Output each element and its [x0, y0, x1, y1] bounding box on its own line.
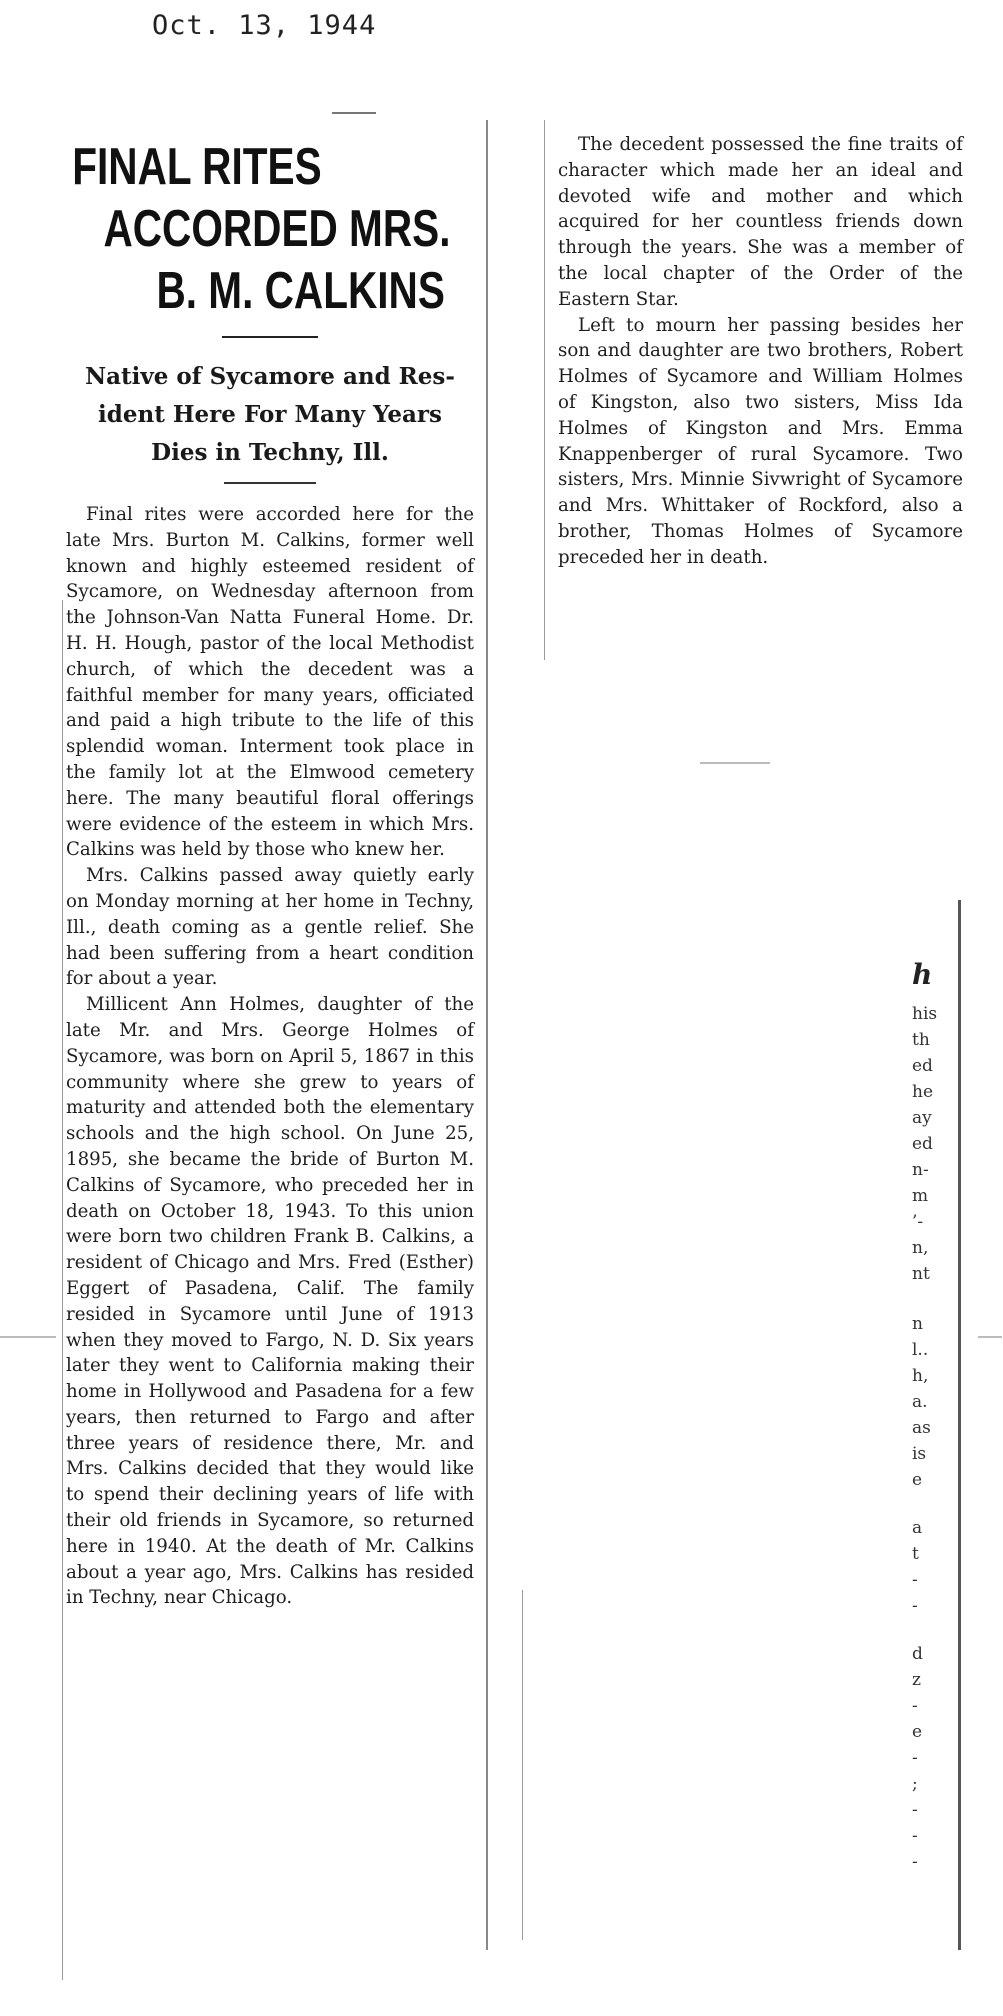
- dashed-line: [0, 1336, 56, 1338]
- clipped-fragment: ed: [912, 1056, 933, 1076]
- clipped-fragment: m: [912, 1186, 929, 1206]
- column-rule-middle: [486, 120, 488, 1950]
- clipped-fragment: he: [912, 1082, 934, 1102]
- clipped-fragment: -: [912, 1826, 918, 1846]
- top-divider: [332, 112, 376, 114]
- clipped-fragment: n-: [912, 1160, 929, 1180]
- subheadline-line-3: Dies in Techny, Ill.: [151, 439, 389, 466]
- subheadline: [66, 358, 474, 472]
- dashed-line: [700, 762, 770, 764]
- clipped-fragment: ’-: [912, 1212, 924, 1232]
- paragraph-death: Mrs. Calkins passed away quietly early on Monday morning at her home in Techny, Ill., death coming as a gentle relief. She had been suffering from a heart condition for about a year.: [66, 865, 474, 990]
- clipped-fragment: -: [912, 1748, 918, 1768]
- headline-rule: [222, 336, 318, 338]
- paragraph-biography: Millicent Ann Holmes, daughter of the late Mr. and Mrs. George Holmes of Sycamore, was born on April 5, 1867 in this community where she grew to years of maturity and attended both the elementary schools and the high school. On June 25, 1895, she became the bride of Burton M. Calkins of Sycamore, who preceded her in death on October 18, 1943. To this union were born two children Frank B. Calkins, a resident of Chicago and Mrs. Fred (Esther) Eggert of Pasadena, Calif. The family resided in Sycamore until June of 1913 when they moved to Fargo, N. D. Six years later they went to California making their home in Hollywood and Pasadena for a few years, then returned to Fargo and after three years of residence there, Mr. and Mrs. Calkins decided that they would like to spend their declining years of life with their old friends in Sycamore, so returned here in 1940. At the death of Mr. Calkins about a year ago, Mrs. Calkins has resided in Techny, near Chicago.: [66, 994, 474, 1609]
- clipped-fragment: ;: [912, 1774, 918, 1794]
- headline-line-2: ACCORDED MRS.: [103, 200, 451, 258]
- clipped-fragment: -: [912, 1570, 918, 1590]
- clipped-fragment: as: [912, 1418, 931, 1438]
- column-rule-right-bottom: [522, 1590, 523, 1940]
- clipped-fragment: ay: [912, 1108, 932, 1128]
- paragraph-funeral: Final rites were accorded here for the late Mrs. Burton M. Calkins, former well known and highly esteemed resident of Sycamore, on Wednesday afternoon from the Johnson-Van Natta Funeral Home. Dr. H. H. Hough, pastor of the local Methodist church, of which the decedent was a faithful member for many years, officiated and paid a high tribute to the life of this splendid woman. Interment took place in the family lot at the Elmwood cemetery here. The many beautiful floral offerings were evidence of the esteem in which Mrs. Calkins was held by those who knew her.: [66, 504, 474, 861]
- dashed-line: [978, 1336, 1002, 1338]
- headline-line-3: B. M. CALKINS: [156, 262, 445, 320]
- clipped-fragment: n,: [912, 1238, 929, 1258]
- clipped-fragment: nt: [912, 1264, 930, 1284]
- clipped-fragment: l..: [912, 1340, 929, 1360]
- clipped-fragment: a.: [912, 1392, 928, 1412]
- clipped-fragment: d: [912, 1644, 923, 1664]
- subheadline-rule: [224, 482, 316, 484]
- clipped-fragment: -: [912, 1596, 918, 1616]
- clipped-heading: h: [912, 958, 933, 991]
- article-body-left: [66, 502, 474, 1611]
- clipped-fragment: -: [912, 1800, 918, 1820]
- clipped-fragment: -: [912, 1852, 918, 1872]
- clipped-fragment: t: [912, 1544, 919, 1564]
- clipped-fragment: th: [912, 1030, 930, 1050]
- column-rule-left: [62, 600, 63, 1980]
- clipped-fragment: ed: [912, 1134, 933, 1154]
- clipped-fragment: his: [912, 1004, 938, 1024]
- clipped-fragment: -: [912, 1696, 918, 1716]
- date-stamp: Oct. 13, 1944: [152, 10, 377, 41]
- subheadline-line-1: Native of Sycamore and Res-: [85, 363, 455, 390]
- paragraph-survivors: Left to mourn her passing besides her son and daughter are two brothers, Robert Holmes of Sycamore and William Holmes of Kingston, also two sisters, Miss Ida Holmes of Kingston and Mrs. Emma Knappenberger of rural Sycamore. Two sisters, Mrs. Minnie Sivwright of Sycamore and Mrs. Whittaker of Rockford, also a brother, Thomas Holmes of Sycamore preceded her in death.: [558, 314, 963, 568]
- headline-line-1: FINAL RITES: [72, 138, 322, 196]
- column-rule-far-right: [958, 900, 961, 1950]
- headline: [66, 136, 451, 322]
- clipped-fragment: n: [912, 1314, 923, 1334]
- clipped-fragment: e: [912, 1470, 923, 1490]
- clipped-fragment: e: [912, 1722, 923, 1742]
- clipped-fragment: a: [912, 1518, 923, 1538]
- clipped-fragment: z: [912, 1670, 921, 1690]
- clipped-fragment: is: [912, 1444, 927, 1464]
- subheadline-line-2: ident Here For Many Years: [98, 401, 442, 428]
- article-column-left: [66, 136, 474, 1611]
- paragraph-character: The decedent possessed the fine traits of character which made her an ideal and devoted wife and mother and which acquired for her countless friends down through the years. She was a member of the local chapter of the Order of the Eastern Star.: [558, 134, 963, 310]
- article-column-right: [558, 132, 963, 571]
- column-rule-right-top: [544, 120, 545, 660]
- clipped-fragment: h,: [912, 1366, 929, 1386]
